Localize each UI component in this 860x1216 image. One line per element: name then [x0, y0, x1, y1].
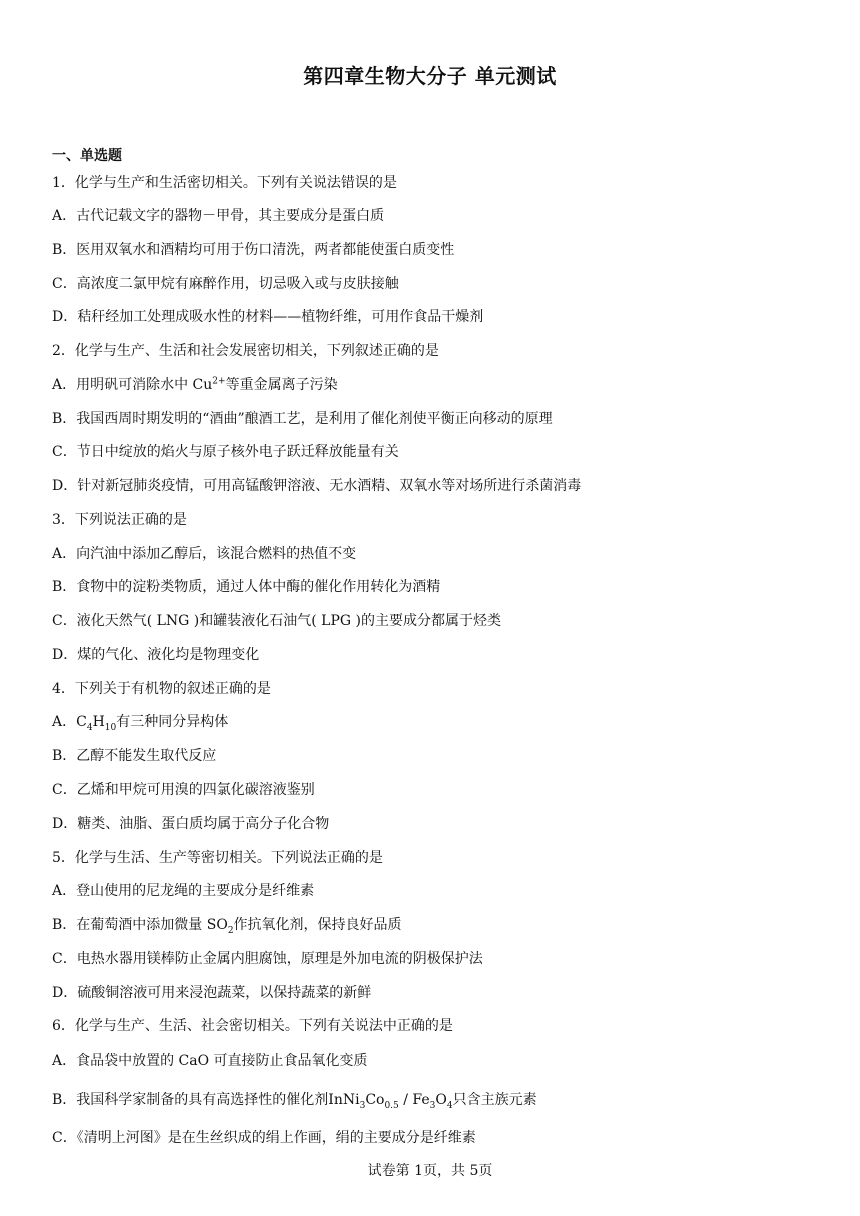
option: B．我国科学家制备的具有高选择性的催化剂$InNi_3Co_{0.5} / Fe_3O_4$只含主族元素 — [52, 1092, 537, 1111]
option: C．节日中绽放的焰火与原子核外电子跃迁释放能量有关 — [52, 444, 399, 460]
option: C．液化天然气( LNG )和罐装液化石油气( LPG )的主要成分都属于烃类 — [52, 613, 501, 629]
section-heading: 一、单选题 — [52, 148, 122, 164]
question-stem: 4．下列关于有机物的叙述正确的是 — [52, 681, 271, 697]
question-stem: 1．化学与生产和生活密切相关。下列有关说法错误的是 — [52, 175, 397, 191]
option: D．针对新冠肺炎疫情，可用高锰酸钾溶液、无水酒精、双氧水等对场所进行杀菌消毒 — [52, 478, 582, 494]
option: D．秸秆经加工处理成吸水性的材料——植物纤维，可用作食品干燥剂 — [52, 309, 484, 325]
option: D．煤的气化、液化均是物理变化 — [52, 647, 260, 663]
option: B．医用双氧水和酒精均可用于伤口清洗，两者都能使蛋白质变性 — [52, 242, 455, 258]
option: C．电热水器用镁棒防止金属内胆腐蚀，原理是外加电流的阴极保护法 — [52, 951, 483, 967]
page-footer: 试卷第 1页，共 5页 — [367, 1163, 493, 1179]
option: D．糖类、油脂、蛋白质均属于高分子化合物 — [52, 816, 330, 832]
option: B．我国西周时期发明的“酒曲”酿酒工艺，是利用了催化剂使平衡正向移动的原理 — [52, 411, 553, 427]
option: D．硫酸铜溶液可用来浸泡蔬菜，以保持蔬菜的新鲜 — [52, 985, 372, 1001]
option: A．$C_4H_{10}$有三种同分异构体 — [52, 714, 229, 733]
option: B．在葡萄酒中添加微量 $SO_2$作抗氧化剂，保持良好品质 — [52, 917, 402, 936]
question-stem: 6．化学与生产、生活、社会密切相关。下列有关说法中正确的是 — [52, 1018, 453, 1034]
option: A．用明矾可消除水中 $Cu^{2+}$等重金属离子污染 — [52, 376, 338, 393]
option: B．食物中的淀粉类物质，通过人体中酶的催化作用转化为酒精 — [52, 579, 441, 595]
page-title: 第四章生物大分子 单元测试 — [303, 64, 557, 88]
catalyst-formula: $InNi_3Co_{0.5} / Fe_3O_4$ — [328, 1092, 453, 1111]
option: C．高浓度二氯甲烷有麻醉作用，切忌吸入或与皮肤接触 — [52, 276, 399, 292]
question-stem: 2．化学与生产、生活和社会发展密切相关，下列叙述正确的是 — [52, 343, 439, 359]
question-stem: 3．下列说法正确的是 — [52, 512, 187, 528]
option: A．古代记载文字的器物－甲骨，其主要成分是蛋白质 — [52, 208, 385, 224]
question-stem: 5．化学与生活、生产等密切相关。下列说法正确的是 — [52, 850, 383, 866]
option: C．《清明上河图》是在生丝织成的绢上作画，绢的主要成分是纤维素 — [52, 1130, 476, 1146]
option: B．乙醇不能发生取代反应 — [52, 748, 217, 764]
option: A．登山使用的尼龙绳的主要成分是纤维素 — [52, 883, 315, 899]
option: A．向汽油中添加乙醇后，该混合燃料的热值不变 — [52, 546, 357, 562]
option: C．乙烯和甲烷可用溴的四氯化碳溶液鉴别 — [52, 782, 315, 798]
option: A．食品袋中放置的 CaO 可直接防止食品氧化变质 — [52, 1053, 368, 1069]
